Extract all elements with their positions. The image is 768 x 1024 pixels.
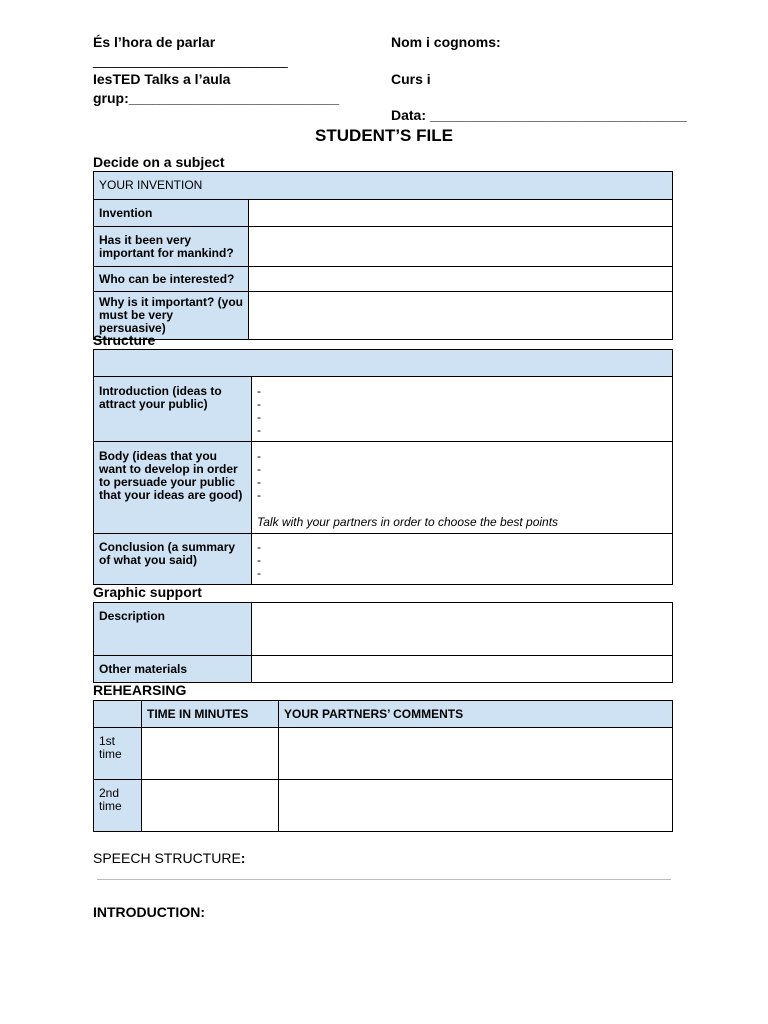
rehearsing-corner-cell: [94, 701, 142, 728]
row-label-invention: Invention: [94, 200, 249, 227]
comments-1st-cell[interactable]: [279, 728, 673, 780]
subject-heading: Decide on a subject: [93, 154, 225, 170]
introduction-heading: INTRODUCTION:: [93, 904, 205, 920]
header-left-line1: És l’hora de parlar: [93, 34, 216, 50]
dash-item: -: [257, 488, 261, 502]
header-right-line1: Nom i cognoms:: [391, 34, 501, 50]
header-left-line2: IesTED Talks a l’aula: [93, 71, 231, 87]
dash-item: -: [257, 462, 261, 476]
description-cell[interactable]: [252, 603, 673, 656]
dash-item: -: [257, 566, 261, 580]
rehearsing-heading: REHEARSING: [93, 682, 187, 698]
col-header-time: TIME IN MINUTES: [142, 701, 279, 728]
header-left-underline: _________________________: [93, 52, 288, 68]
row-label-conclusion: Conclusion (a summary of what you said): [94, 534, 252, 585]
dash-item: -: [257, 410, 261, 424]
speech-structure-colon: :: [240, 850, 246, 866]
comments-2nd-cell[interactable]: [279, 780, 673, 832]
row-label-1st-time: 1st time: [94, 728, 142, 780]
interested-answer-cell[interactable]: [249, 267, 673, 292]
other-materials-cell[interactable]: [252, 656, 673, 683]
time-1st-cell[interactable]: [142, 728, 279, 780]
invention-answer-cell[interactable]: [249, 200, 673, 227]
structure-table: [93, 349, 673, 585]
row-label-interested: Who can be interested?: [94, 267, 249, 292]
dash-item: -: [257, 397, 261, 411]
invention-table: [93, 171, 673, 340]
important-answer-cell[interactable]: [249, 227, 673, 267]
dash-item: -: [257, 475, 261, 489]
why-answer-cell[interactable]: [249, 292, 673, 340]
header-right-line3: Data: _________________________________: [391, 107, 687, 123]
dash-item: -: [257, 540, 261, 554]
conclusion-ideas-cell[interactable]: [252, 534, 673, 585]
speech-structure-heading: [93, 850, 245, 866]
rehearsing-table: [93, 700, 673, 832]
speech-structure-label: SPEECH STRUCTURE: [93, 850, 241, 866]
divider-line: [97, 879, 671, 880]
structure-heading: Structure: [93, 332, 156, 348]
row-label-description: Description: [94, 603, 252, 656]
row-label-other-materials: Other materials: [94, 656, 252, 683]
row-label-body: Body (ideas that you want to develop in order to persuade your public that your ideas are good): [94, 442, 252, 534]
structure-table-header: [94, 350, 673, 377]
row-label-2nd-time: 2nd time: [94, 780, 142, 832]
introduction-ideas-cell[interactable]: [252, 377, 673, 442]
invention-table-header: YOUR INVENTION: [94, 172, 673, 200]
dash-item: -: [257, 553, 261, 567]
header-right-line2: Curs i: [391, 71, 431, 87]
graphic-table: [93, 602, 673, 683]
row-label-important: Has it been very important for mankind?: [94, 227, 249, 267]
graphic-heading: Graphic support: [93, 584, 202, 600]
dash-item: -: [257, 423, 261, 437]
dash-item: -: [257, 449, 261, 463]
header-left-line3: grup:___________________________: [93, 90, 339, 106]
body-ideas-cell[interactable]: [252, 442, 673, 534]
row-label-why: Why is it important? (you must be very persuasive): [94, 292, 249, 340]
time-2nd-cell[interactable]: [142, 780, 279, 832]
dash-item: -: [257, 384, 261, 398]
row-label-introduction: Introduction (ideas to attract your public): [94, 377, 252, 442]
col-header-comments: YOUR PARTNERS’ COMMENTS: [279, 701, 673, 728]
page-title: STUDENT’S FILE: [315, 126, 453, 145]
body-note: Talk with your partners in order to choose the best points: [257, 515, 559, 529]
